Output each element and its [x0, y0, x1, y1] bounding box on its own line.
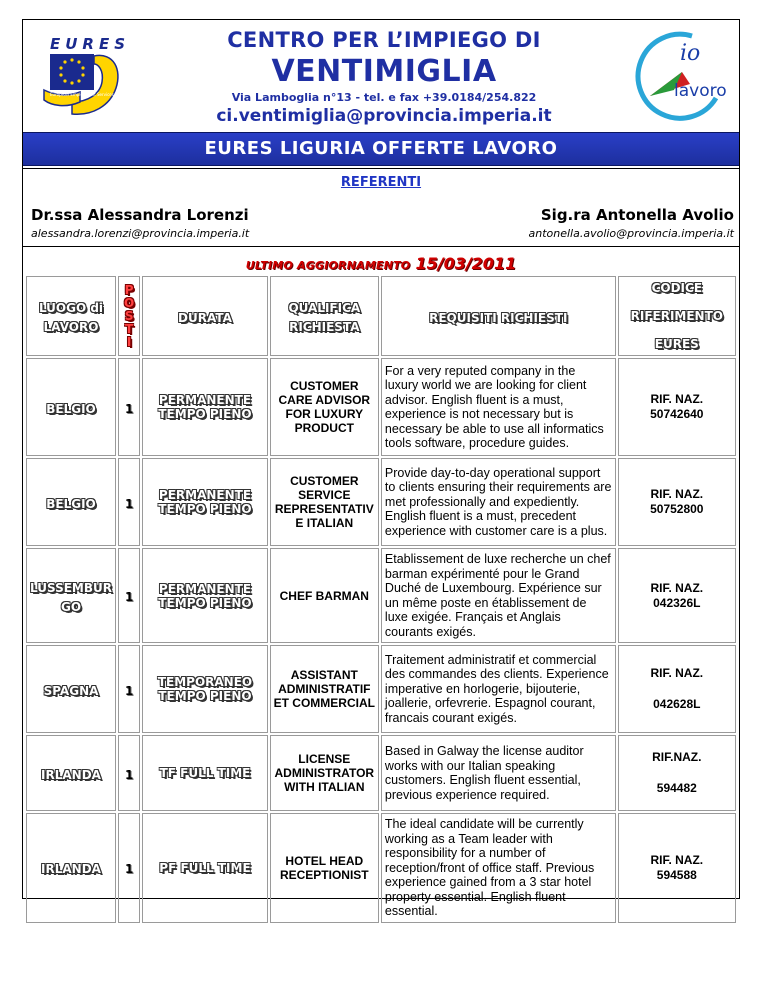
cell-codice: RIF. NAZ. 042628L [618, 645, 736, 733]
last-update-date: 15/03/2011 [415, 254, 517, 273]
header-codice: CODICE RIFERIMENTO EURES [618, 276, 736, 356]
header-title-line2: VENTIMIGLIA [271, 54, 497, 89]
cell-requisiti: For a very reputed company in the luxury world we are looking for client advisor. English fluent is a must, experience is not necessary but is necessary be able to use all informatics tools software, procedure guides. [381, 358, 616, 456]
cell-qualifica: CUSTOMER CARE ADVISOR FOR LUXURY PRODUCT [270, 358, 379, 456]
cell-durata: PF FULL TIME [142, 813, 267, 923]
cell-luogo: BELGIO [26, 358, 116, 456]
cell-codice: RIF. NAZ. 042326L [618, 548, 736, 643]
header-email: ci.ventimiglia@provincia.imperia.it [216, 106, 552, 126]
cell-posti: 1 [118, 645, 140, 733]
header-requisiti: REQUISITI RICHIESTI [381, 276, 616, 356]
lavoro-logo-text: lavoro [674, 81, 726, 101]
job-offers-table [24, 274, 738, 925]
last-update [23, 254, 739, 273]
eures-logo-text: EURES [50, 35, 126, 53]
cell-requisiti: The ideal candidate will be currently working as a Team leader with responsibility for a number of reception/front of office staff. Previous experience gained from a 3 star hotel property essential. English fluent essential. [381, 813, 616, 923]
header-title-line1: CENTRO PER L’IMPIEGO DI [227, 28, 541, 52]
table-row [26, 358, 736, 456]
divider-bottom [23, 246, 739, 247]
cell-requisiti: Traitement administratif et commercial des commandes des clients. Experience imperative en horlogerie, bijouterie, joallerie, orfevrerie. Espagnol courant, francais courant exigés. [381, 645, 616, 733]
cell-durata: PERMANENTE TEMPO PIENO [142, 358, 267, 456]
table-header-row [26, 276, 736, 356]
cell-durata: TF FULL TIME [142, 735, 267, 811]
cell-luogo: SPAGNA [26, 645, 116, 733]
cell-requisiti: Etablissement de luxe recherche un chef barman expérimenté pour le Grand Duché de Luxembourg. Expérience sur un même poste en établissement de luxe exigée. Français et Anglais courants exigés. [381, 548, 616, 643]
header-luogo: LUOGO di LAVORO [26, 276, 116, 356]
cell-qualifica: CUSTOMER SERVICE REPRESENTATIV E ITALIAN [270, 458, 379, 546]
referent-left-name: Dr.ssa Alessandra Lorenzi [31, 206, 249, 224]
cell-requisiti: Provide day-to-day operational support to clients ensuring their requirements are met professionally and expediently. English fluent is a must, precedent experience with customer care is a plus. [381, 458, 616, 546]
referent-right-email[interactable]: antonella.avolio@provincia.imperia.it [528, 227, 734, 240]
cell-qualifica: LICENSE ADMINISTRATOR WITH ITALIAN [270, 735, 379, 811]
header-posti: P O S T I [118, 276, 140, 356]
last-update-label: ULTIMO AGGIORNAMENTO [245, 259, 411, 272]
cell-qualifica: CHEF BARMAN [270, 548, 379, 643]
band-title: EURES LIGURIA OFFERTE LAVORO [204, 138, 558, 159]
cell-durata: TEMPORANEO TEMPO PIENO [142, 645, 267, 733]
divider-top [23, 168, 739, 169]
cell-codice: RIF. NAZ. 50742640 [618, 358, 736, 456]
cell-luogo: IRLANDA [26, 735, 116, 811]
cell-posti: 1 [118, 548, 140, 643]
cell-qualifica: HOTEL HEAD RECEPTIONIST [270, 813, 379, 923]
cell-posti: 1 [118, 735, 140, 811]
eures-logo [36, 30, 126, 122]
table-row [26, 458, 736, 546]
cell-luogo: IRLANDA [26, 813, 116, 923]
header-durata: DURATA [142, 276, 267, 356]
title-band [23, 132, 739, 166]
cell-codice: RIF. NAZ. 50752800 [618, 458, 736, 546]
referent-right-name: Sig.ra Antonella Avolio [540, 206, 734, 224]
cell-posti: 1 [118, 458, 140, 546]
table-row [26, 735, 736, 811]
cell-qualifica: ASSISTANT ADMINISTRATIF ET COMMERCIAL [270, 645, 379, 733]
referents-title[interactable]: REFERENTI [340, 175, 422, 190]
header-address: Via Lamboglia n°13 - tel. e fax +39.0184/254.822 [231, 91, 537, 104]
cell-durata: PERMANENTE TEMPO PIENO [142, 458, 267, 546]
table-row [26, 813, 736, 923]
cell-codice: RIF.NAZ. 594482 [618, 735, 736, 811]
cell-codice: RIF. NAZ. 594588 [618, 813, 736, 923]
table-row [26, 645, 736, 733]
table-row [26, 548, 736, 643]
cell-requisiti: Based in Galway the license auditor works with our Italian speaking customers. English fluent essential, previous experience required. [381, 735, 616, 811]
referent-left-email[interactable]: alessandra.lorenzi@provincia.imperia.it [31, 227, 250, 240]
cell-posti: 1 [118, 358, 140, 456]
io-lavoro-logo [630, 26, 726, 126]
cell-posti: 1 [118, 813, 140, 923]
cell-durata: PERMANENTE TEMPO PIENO [142, 548, 267, 643]
header-qualifica: QUALIFICA RICHIESTA [270, 276, 379, 356]
cell-luogo: BELGIO [26, 458, 116, 546]
eures-logo-subtext: European Employment Services [50, 92, 114, 97]
io-logo-text: io [680, 41, 701, 66]
cell-luogo: LUSSEMBUR GO [26, 548, 116, 643]
